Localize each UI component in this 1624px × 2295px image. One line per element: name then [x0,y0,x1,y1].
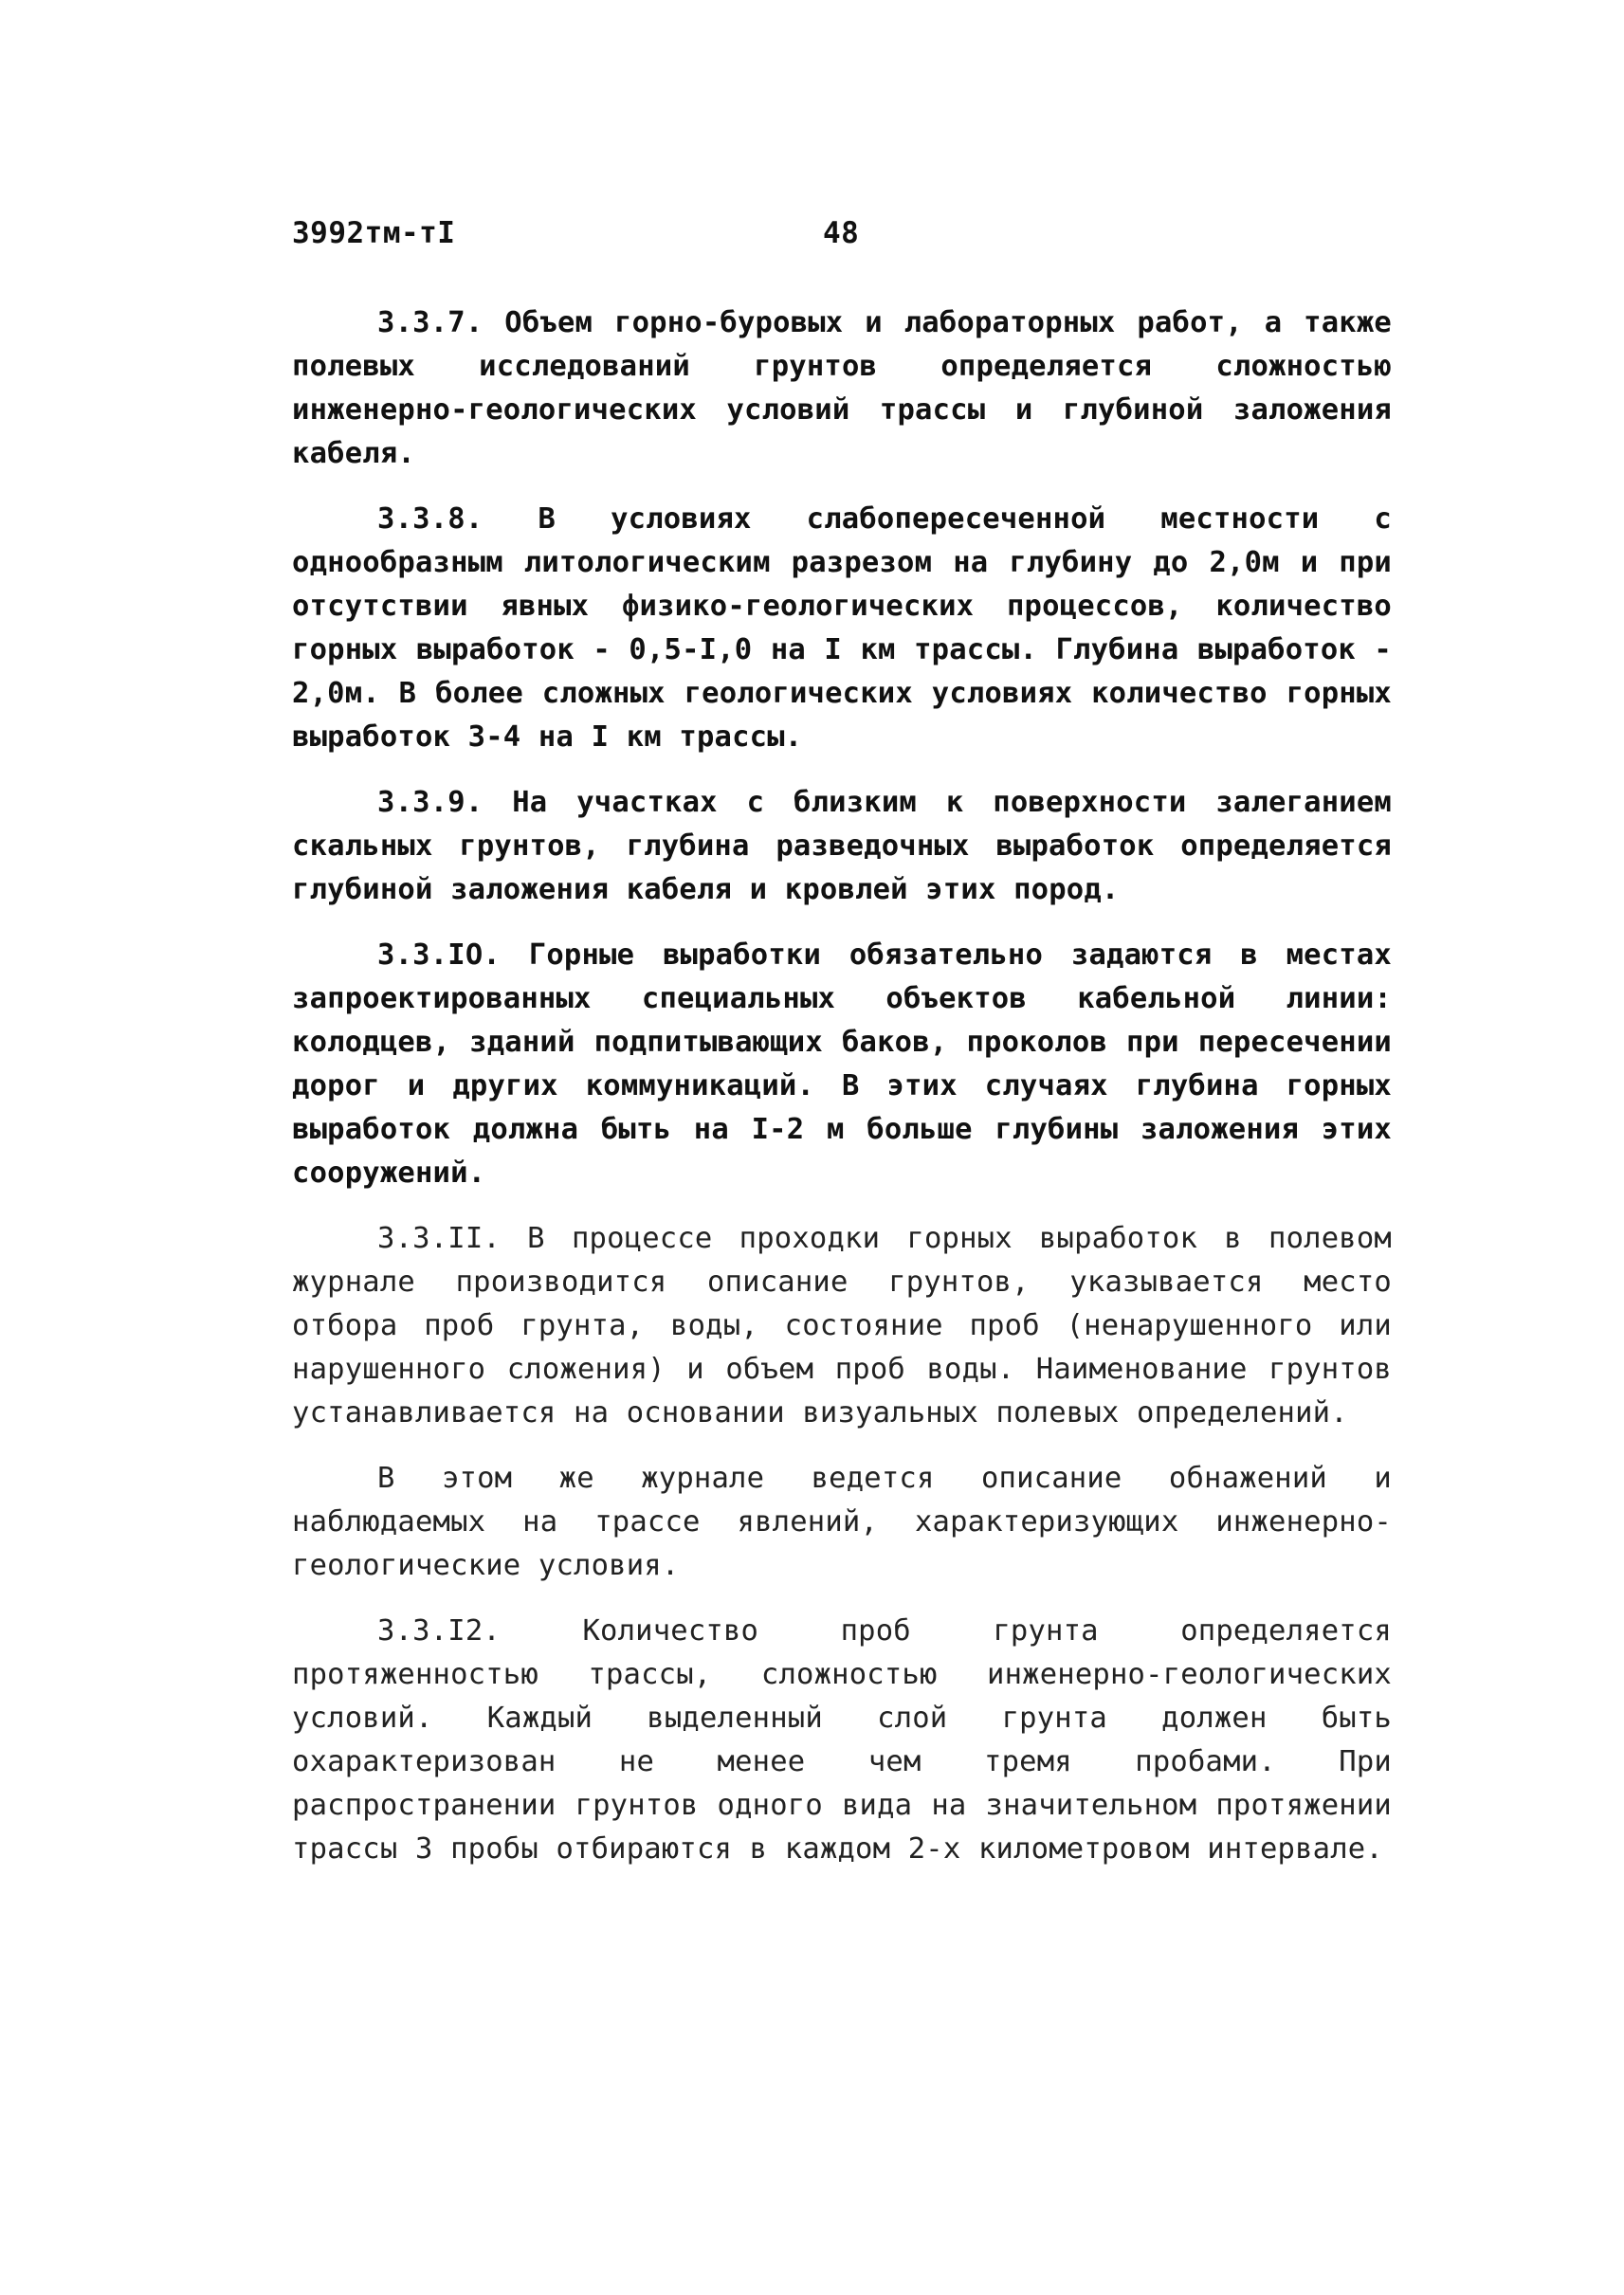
document-code: 3992тм-тI [292,216,456,250]
page-number: 48 [823,216,860,250]
paragraph-3-3-8: 3.3.8. В условиях слабопересеченной местности с однообразным литологическим разрезом на глубину до 2,0м и при отсутствии явных физико-геологических процессов, количество горных выработок - 0,5-I,0 на I км трассы. Глубина выработок - 2,0м. В более сложных геологических условиях количество горных выработок 3-4 на I км трассы. [292,502,1392,754]
paragraph-3-3-11: 3.3.II. В процессе проходки горных выработок в полевом журнале производится описание грунтов, указывается место отбора проб грунта, воды, состояние проб (ненарушенного или нарушенного сложения) и объем проб воды. Наименование грунтов устанавливается на основании визуальных полевых определений. [292,1222,1392,1430]
paragraph-3-3-12: 3.3.I2. Количество проб грунта определяется протяженностью трассы, сложностью инженерно-геологических условий. Каждый выделенный слой грунта должен быть охарактеризован не менее чем тремя пробами. При распространении грунтов одного вида на значительном протяжении трассы 3 пробы отбираются в каждом 2-х километровом интервале. [292,1614,1392,1866]
paragraph-3-3-7: 3.3.7. Объем горно-буровых и лабораторных работ, а также полевых исследований грунтов определяется сложностью инженерно-геологических условий трассы и глубиной заложения кабеля. [292,306,1392,470]
page-header [292,216,1382,264]
body-text [292,301,1392,1893]
paragraph-3-3-9: 3.3.9. На участках с близким к поверхности залеганием скальных грунтов, глубина разведочных выработок определяется глубиной заложения кабеля и кровлей этих пород. [292,786,1392,906]
paragraph-journal-note: В этом же журнале ведется описание обнажений и наблюдаемых на трассе явлений, характеризующих инженерно-геологические условия. [292,1462,1392,1582]
paragraph-3-3-10: 3.3.IO. Горные выработки обязательно задаются в местах запроектированных специальных объектов кабельной линии: колодцев, зданий подпитывающих баков, проколов при пересечении дорог и других коммуникаций. В этих случаях глубина горных выработок должна быть на I-2 м больше глубины заложения этих сооружений. [292,938,1392,1190]
